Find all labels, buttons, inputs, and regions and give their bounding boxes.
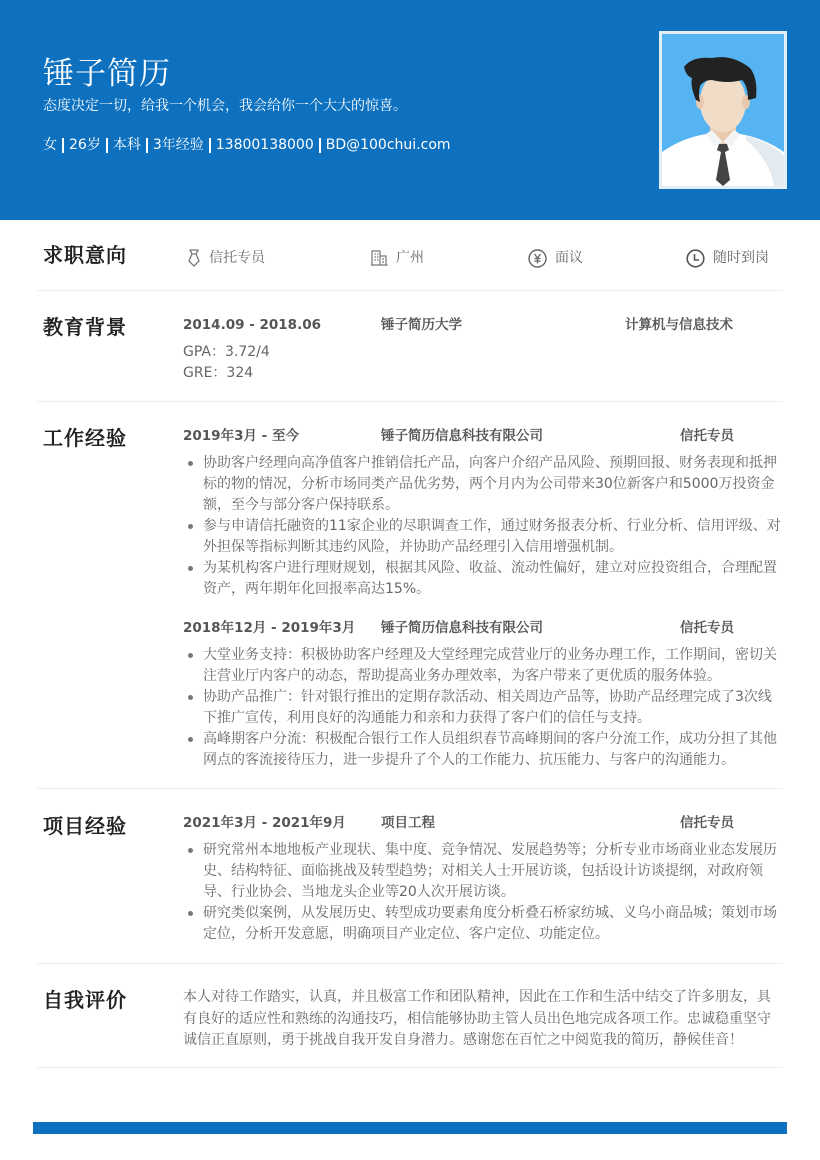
section-title: 教育背景: [43, 315, 127, 339]
education-gpa: GPA：3.72/4: [183, 344, 270, 360]
section-title: 项目经验: [43, 814, 127, 838]
job-bullets: [183, 645, 783, 771]
list-item: 大堂业务支持：积极协助客户经理及大堂经理完成营业厅的业务办理工作，工作期间，密切关注营业厅内客户的动态，帮助提高业务办理效率，为客户带来了更优质的服务体验。: [183, 645, 783, 687]
info-divider: [319, 138, 321, 153]
project-role: 信托专员: [680, 815, 734, 831]
avatar-photo: [659, 31, 787, 189]
info-age: 26岁: [69, 137, 101, 153]
intent-position: [187, 248, 265, 268]
education-major: 计算机与信息技术: [625, 317, 733, 333]
list-item: 为某机构客户进行理财规划，根据其风险、收益、流动性偏好，建立对应投资组合，合理配置资产，两年期年化回报率高达15%。: [183, 558, 783, 600]
building-icon: [371, 250, 388, 266]
info-divider: [146, 138, 148, 153]
section-title: 求职意向: [43, 243, 127, 267]
section-education: [37, 291, 783, 402]
self-evaluation-text: 本人对待工作踏实，认真，并且极富工作和团队精神，因此在工作和生活中结交了许多朋友，具有良好的适应性和熟练的沟通技巧，相信能够协助主管人员出色地完成各项工作。忠诚稳重坚守诚信正直原则，勇于挑战自我开发自身潜力。感谢您在百忙之中阅览我的简历，静候佳音！: [183, 989, 771, 1048]
intent-city: [371, 248, 424, 268]
intent-position-label: 信托专员: [209, 250, 265, 266]
resume-header: [0, 0, 820, 220]
intent-availability-label: 随时到岗: [713, 250, 769, 266]
info-email: BD@100chui.com: [325, 137, 451, 153]
intent-salary: [528, 248, 583, 268]
resume-motto: 态度决定一切，给我一个机会，我会给你一个大大的惊喜。: [43, 98, 407, 114]
info-divider: [62, 138, 64, 153]
job-role: 信托专员: [680, 428, 734, 444]
project-name: 项目工程: [381, 815, 435, 831]
list-item: 研究常州本地地板产业现状、集中度、竞争情况、发展趋势等；分析专业市场商业业态发展历史、结构特征、面临挑战及转型趋势；对相关人士开展访谈，包括设计访谈提纲，对政府领导、行业协会、当地龙头企业等20人次开展访谈。: [183, 840, 783, 903]
education-gre: GRE：324: [183, 365, 254, 381]
resume-name: 锤子简历: [43, 56, 171, 92]
info-phone: 13800138000: [215, 137, 314, 153]
list-item: 研究类似案例，从发展历史、转型成功要素角度分析叠石桥家纺城、义乌小商品城；策划市场定位，分析开发意愿，明确项目产业定位、客户定位、功能定位。: [183, 903, 783, 945]
education-school: 锤子简历大学: [381, 317, 462, 333]
job-company: 锤子简历信息科技有限公司: [381, 428, 543, 444]
list-item: 协助产品推广：针对银行推出的定期存款活动、相关周边产品等，协助产品经理完成了3次线下推广宣传，利用良好的沟通能力和亲和力获得了客户们的信任与支持。: [183, 687, 783, 729]
info-divider: [106, 138, 108, 153]
job-bullets: [183, 453, 783, 600]
info-experience: 3年经验: [152, 137, 204, 153]
info-divider: [209, 138, 211, 153]
project-bullets: [183, 840, 783, 945]
intent-salary-label: 面议: [555, 250, 583, 266]
job-period: 2018年12月 - 2019年3月: [183, 620, 356, 636]
info-degree: 本科: [112, 137, 141, 153]
yen-icon: [528, 249, 547, 268]
intent-availability: [686, 248, 769, 268]
section-title: 工作经验: [43, 426, 127, 450]
list-item: 参与申请信托融资的11家企业的尽职调查工作，通过财务报表分析、行业分析、信用评级、对外担保等指标判断其违约风险，并协助产品经理引入信用增强机制。: [183, 516, 783, 558]
education-period: 2014.09 - 2018.06: [183, 317, 321, 333]
job-period: 2019年3月 - 至今: [183, 428, 299, 444]
tie-icon: [187, 249, 201, 267]
section-title: 自我评价: [43, 988, 127, 1012]
personal-info: [43, 135, 451, 155]
job-company: 锤子简历信息科技有限公司: [381, 620, 543, 636]
info-gender: 女: [43, 137, 57, 153]
list-item: 高峰期客户分流：积极配合银行工作人员组织春节高峰期间的客户分流工作，成功分担了其他网点的客流接待压力，进一步提升了个人的工作能力、抗压能力、与客户的沟通能力。: [183, 729, 783, 771]
intent-city-label: 广州: [396, 250, 424, 266]
footer-accent-bar: [33, 1122, 787, 1134]
list-item: 协助客户经理向高净值客户推销信托产品，向客户介绍产品风险、预期回报、财务表现和抵押标的物的情况，分析市场同类产品优劣势，两个月内为公司带来30位新客户和5000万投资金额，至今与部分客户保持联系。: [183, 453, 783, 516]
project-period: 2021年3月 - 2021年9月: [183, 815, 346, 831]
clock-icon: [686, 249, 705, 268]
job-role: 信托专员: [680, 620, 734, 636]
